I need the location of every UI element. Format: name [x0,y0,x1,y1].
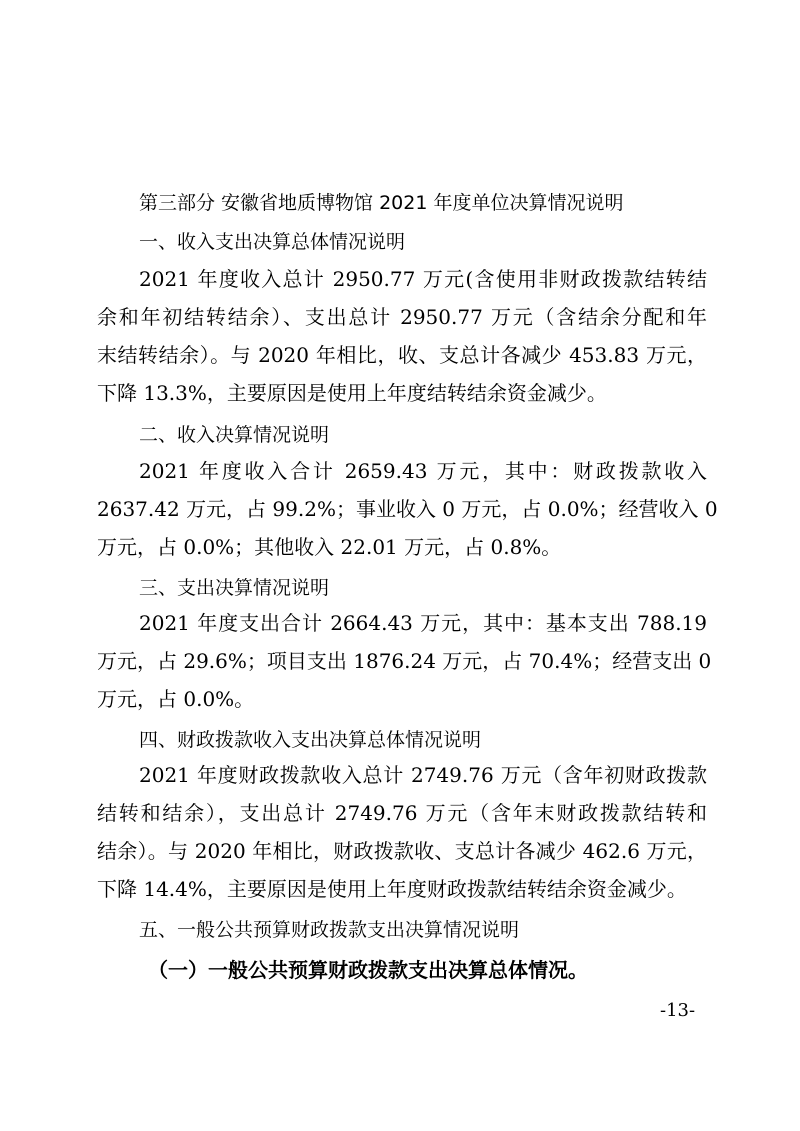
page-number: -13- [660,1000,696,1021]
subsection-heading: （一）一般公共预算财政拨款支出决算总体情况。 [148,958,588,982]
section-heading-4: 四、财政拨款收入支出决算总体情况说明 [139,729,482,751]
section-heading-3: 三、支出决算情况说明 [139,577,330,599]
paragraph-line: 2021 年度收入合计 2659.43 万元，其中：财政拨款收入 [139,459,707,483]
paragraph-line: 万元，占 0.0%。 [97,687,255,711]
paragraph-line: 2021 年度支出合计 2664.43 万元，其中：基本支出 788.19 [139,611,707,635]
paragraph-line: 余和年初结转结余）、支出总计 2950.77 万元（含结余分配和年 [97,305,707,329]
paragraph-line: 下降 14.4%，主要原因是使用上年度财政拨款结转结余资金减少。 [97,877,687,901]
paragraph-line: 结余）。与 2020 年相比，财政拨款收、支总计各减少 462.6 万元， [97,839,707,863]
section-heading-1: 一、收入支出决算总体情况说明 [139,231,406,253]
paragraph-line: 结转和结余），支出总计 2749.76 万元（含年末财政拨款结转和 [97,801,707,825]
section-heading-5: 五、一般公共预算财政拨款支出决算情况说明 [139,919,520,941]
paragraph-line: 万元，占 0.0%；其他收入 22.01 万元，占 0.8%。 [97,535,562,559]
paragraph-line: 下降 13.3%，主要原因是使用上年度结转结余资金减少。 [97,381,607,405]
paragraph-line: 2637.42 万元，占 99.2%；事业收入 0 万元，占 0.0%；经营收入 0 [97,497,718,521]
paragraph-line: 末结转结余）。与 2020 年相比，收、支总计各减少 453.83 万元， [97,343,707,367]
paragraph-line: 2021 年度财政拨款收入总计 2749.76 万元（含年初财政拨款 [139,763,707,787]
part-title: 第三部分 安徽省地质博物馆 2021 年度单位决算情况说明 [139,192,624,214]
section-heading-2: 二、收入决算情况说明 [139,424,330,446]
paragraph-line: 万元，占 29.6%；项目支出 1876.24 万元，占 70.4%；经营支出 0 [97,649,712,673]
paragraph-line: 2021 年度收入总计 2950.77 万元(含使用非财政拨款结转结 [139,267,707,291]
